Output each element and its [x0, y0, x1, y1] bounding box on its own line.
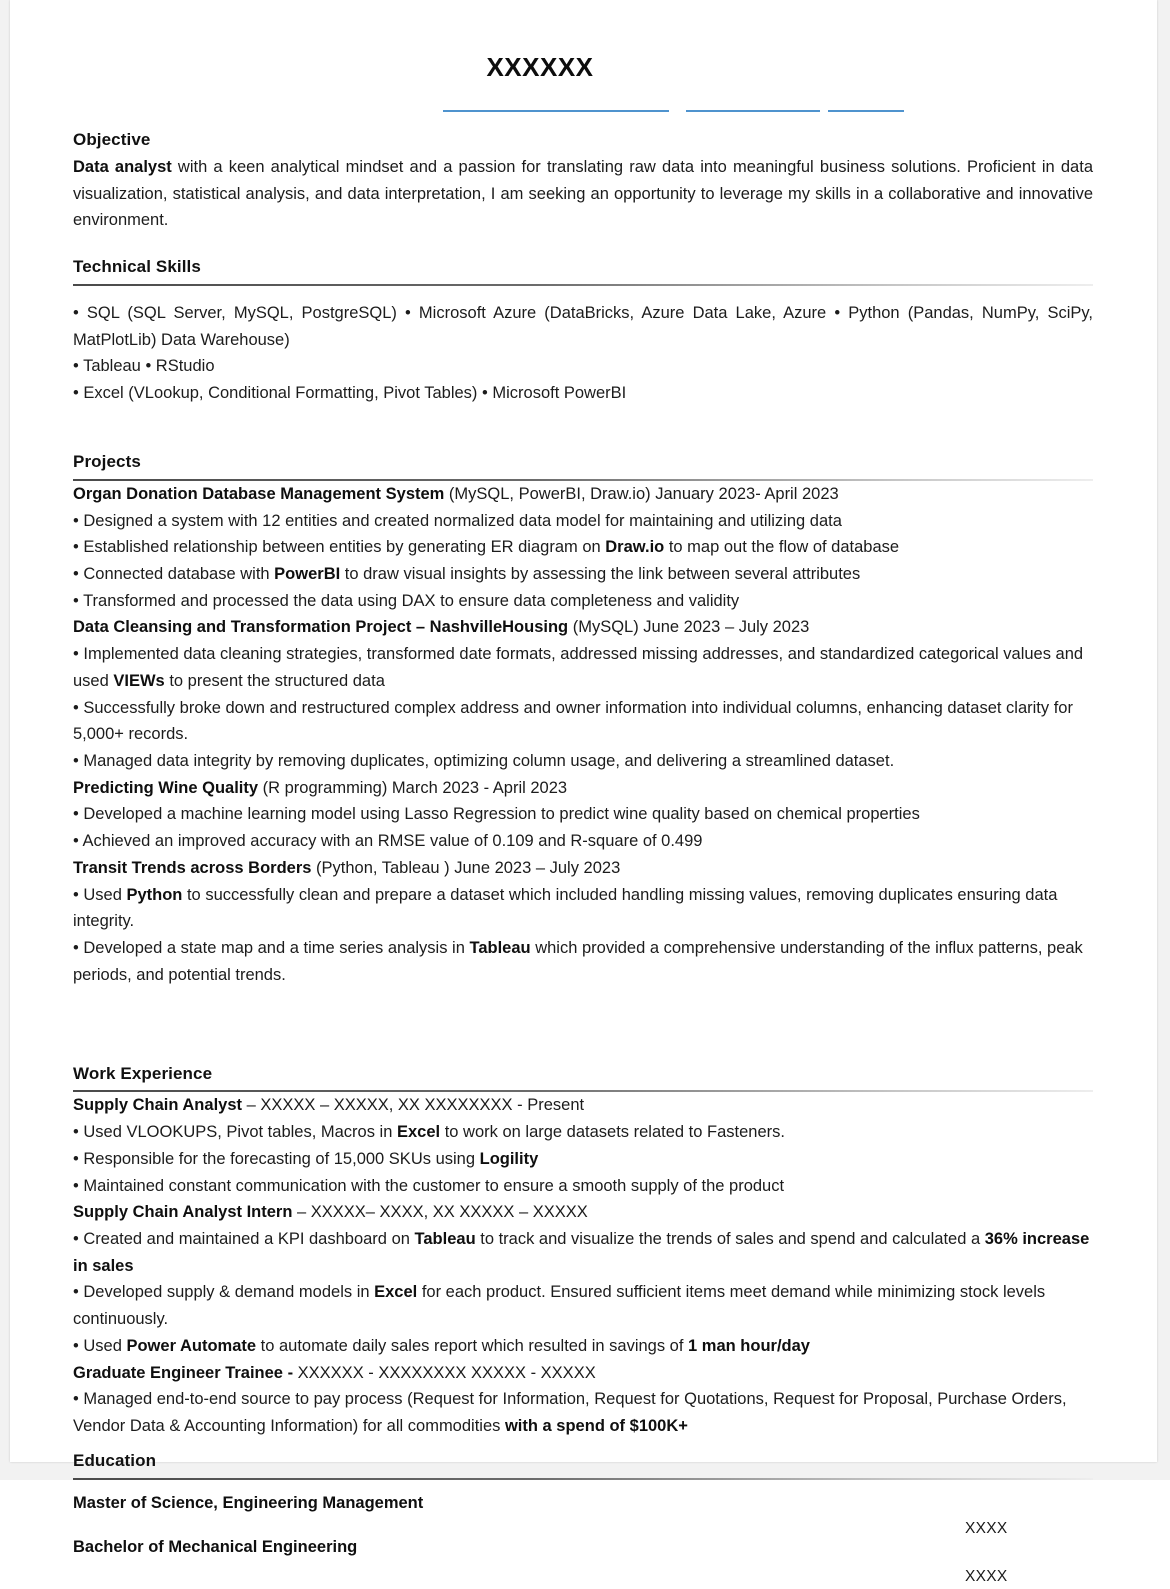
work-bullet [73, 1279, 1093, 1332]
bullet-text: • Designed a system with 12 entities and created normalized data model for maintaining and utilizing data [73, 511, 842, 530]
work-bullet [73, 1146, 1093, 1173]
job-meta: XXXXXX - XXXXXXXX XXXXX - XXXXX [293, 1363, 596, 1382]
bullet-emphasis: with a spend of $100K+ [504, 1417, 688, 1436]
education-degree: Master of Science, Engineering Management [73, 1493, 424, 1512]
bullet-text: • Managed data integrity by removing duplicates, optimizing column usage, and delivering a streamlined dataset. [73, 752, 895, 771]
project-bullet [73, 882, 1093, 935]
bullet-emphasis: PowerBI [274, 565, 341, 583]
project-meta: (Python, Tableau ) June 2023 – July 2023 [311, 858, 621, 877]
work-entry [73, 1199, 1093, 1359]
project-title-row [73, 481, 1093, 508]
bullet-emphasis: Power Automate [126, 1336, 257, 1355]
project-meta: (R programming) March 2023 - April 2023 [258, 778, 568, 797]
bullet-text: to present the structured data [164, 671, 385, 690]
bullet-text: • Successfully broke down and restructured complex address and owner information into individual columns, enhancing dataset clarity for 5,000+ records. [73, 698, 1073, 744]
job-meta: – XXXXX – XXXXX, XX XXXXXXXX - Present [242, 1096, 585, 1115]
bullet-text: • Developed supply & demand models in [73, 1283, 375, 1302]
bullet-emphasis: Draw.io [605, 538, 665, 557]
education-year: XXXX [965, 1567, 1008, 1585]
project-meta: (MySQL, PowerBI, Draw.io) January 2023- April 2023 [444, 484, 839, 503]
project-title: Predicting Wine Quality [73, 778, 259, 797]
section-technical-skills [73, 256, 1093, 407]
section-heading-education: Education [73, 1450, 157, 1470]
education-entry [73, 1490, 1093, 1585]
work-bullet [73, 1173, 1093, 1200]
project-bullet [73, 748, 1093, 775]
project-entry [73, 855, 1093, 989]
bullet-text: • Responsible for the forecasting of 15,000 SKUs using [73, 1149, 480, 1168]
contact-link-email[interactable] [443, 110, 669, 112]
objective-paragraph [73, 154, 1093, 234]
project-title: Organ Donation Database Management System [73, 484, 445, 503]
bullet-emphasis: Excel [374, 1283, 418, 1302]
project-entry [73, 481, 1093, 615]
bullet-text: to work on large datasets related to Fasteners. [440, 1123, 785, 1142]
bullet-text: • Maintained constant communication with the customer to ensure a smooth supply of the product [73, 1176, 785, 1195]
bullet-text: • Established relationship between entities by generating ER diagram on [73, 538, 606, 557]
project-title: Transit Trends across Borders [73, 858, 312, 877]
bullet-text: • Achieved an improved accuracy with an RMSE value of 0.109 and R-square of 0.499 [73, 832, 703, 851]
bullet-text: • Created and maintained a KPI dashboard on [73, 1230, 415, 1249]
project-entry [73, 614, 1093, 774]
bullet-text: for each product. Ensured sufficient items meet demand while minimizing stock levels continuously. [73, 1283, 1046, 1329]
bullet-emphasis: Tableau [414, 1230, 476, 1249]
project-bullet [73, 508, 1093, 535]
project-bullet [73, 588, 1093, 615]
bullet-text: • Managed end-to-end source to pay process (Request for Information, Request for Quotations, Request for Proposal, Purchase Orders, Vendor Data & Accounting Information) for all commodities [73, 1390, 1067, 1436]
bullet-text: • Developed a state map and a time series analysis in [73, 939, 470, 958]
bullet-text: which provided a comprehensive understanding of the influx patterns, peak periods, and potential trends. [73, 939, 1083, 984]
project-bullet [73, 935, 1093, 988]
section-education [73, 1450, 1093, 1585]
project-bullet [73, 828, 1093, 855]
project-bullet [73, 534, 1093, 561]
section-projects [73, 451, 1093, 989]
job-title: Graduate Engineer Trainee - [73, 1363, 294, 1382]
project-entry [73, 775, 1093, 855]
bullet-emphasis: VIEWs [113, 671, 165, 690]
bullet-text: to successfully clean and prepare a dataset which included handling missing values, removing duplicates ensuring data integrity. [73, 885, 1058, 931]
contact-links-row [73, 99, 1093, 129]
project-title: Data Cleansing and Transformation Project – NashvilleHousing [73, 618, 569, 637]
bullet-text: • Developed a machine learning model using Lasso Regression to predict wine quality based on chemical properties [73, 805, 920, 824]
work-bullet [73, 1386, 1093, 1439]
project-meta: (MySQL) June 2023 – July 2023 [568, 618, 810, 637]
bullet-text: to draw visual insights by assessing the link between several attributes [340, 565, 861, 583]
bullet-text: • Connected database with [73, 565, 275, 583]
bullet-emphasis: 36% increase in sales [73, 1230, 1090, 1275]
bullet-emphasis: 1 man hour/day [688, 1336, 810, 1355]
project-bullet [73, 695, 1093, 748]
project-bullet [73, 801, 1093, 828]
project-title-row [73, 855, 1093, 882]
section-objective [73, 129, 1093, 234]
bullet-text: • Used VLOOKUPS, Pivot tables, Macros in [73, 1123, 397, 1142]
job-title-row [73, 1360, 1093, 1387]
bullet-text: to map out the flow of database [664, 538, 900, 557]
bullet-text: to automate daily sales report which resulted in savings of [256, 1336, 689, 1355]
skill-line: • Excel (VLookup, Conditional Formatting, Pivot Tables) • Microsoft PowerBI [73, 384, 627, 403]
project-bullet [73, 641, 1093, 694]
bullet-text: • Used [73, 885, 127, 904]
bullet-text: • Used [73, 1336, 127, 1355]
skill-line: • SQL (SQL Server, MySQL, PostgreSQL) • Microsoft Azure (DataBricks, Azure Data Lake, Azure • Python (Pandas, NumPy, SciPy, MatPlotLib) Data Warehouse) [73, 304, 1093, 349]
job-meta: – XXXXX– XXXX, XX XXXXX – XXXXX [292, 1203, 588, 1222]
work-bullet [73, 1119, 1093, 1146]
bullet-text: • Implemented data cleaning strategies, transformed date formats, addressed missing addresses, and standardized categorical values and used [73, 645, 1084, 690]
bullet-text: to track and visualize the trends of sales and spend and calculated a [475, 1230, 985, 1249]
bullet-text: • Transformed and processed the data using DAX to ensure data completeness and validity [73, 591, 740, 610]
bullet-emphasis: Logility [479, 1149, 539, 1168]
bullet-emphasis: Tableau [469, 939, 531, 958]
job-title-row [73, 1199, 1093, 1226]
work-entry [73, 1360, 1093, 1440]
skill-line: • Tableau • RStudio [73, 357, 215, 376]
technical-skills-list [73, 300, 1093, 407]
bullet-emphasis: Python [126, 885, 183, 904]
project-title-row [73, 614, 1093, 641]
resume-page [10, 0, 1157, 1585]
job-title-row [73, 1092, 1093, 1119]
contact-link-linkedin[interactable] [686, 110, 820, 112]
resume-content [73, 0, 1093, 1585]
section-work-experience [73, 1063, 1093, 1440]
job-title: Supply Chain Analyst Intern [73, 1203, 293, 1222]
project-title-row [73, 775, 1093, 802]
bullet-emphasis: Excel [396, 1123, 441, 1142]
page-title: XXXXXX [486, 52, 594, 82]
work-entry [73, 1092, 1093, 1199]
objective-lead: Data analyst [73, 157, 172, 176]
section-heading-technical-skills: Technical Skills [73, 257, 201, 277]
job-title: Supply Chain Analyst [73, 1096, 242, 1115]
section-heading-projects: Projects [73, 451, 141, 471]
project-bullet [73, 561, 1093, 588]
section-heading-work-experience: Work Experience [73, 1063, 213, 1083]
education-year: XXXX [965, 1519, 1008, 1537]
objective-body: with a keen analytical mindset and a passion for translating raw data into meaningful business solutions. Proficient in data visualization, statistical analysis, and data interpretation, I am seeking an opportunity to leverage my skills in a collaborative and innovative environment. [73, 157, 1093, 230]
education-degree: Bachelor of Mechanical Engineering [73, 1538, 358, 1557]
section-heading-objective: Objective [73, 130, 151, 149]
contact-link-github[interactable] [828, 110, 904, 112]
work-bullet [73, 1333, 1093, 1360]
work-bullet [73, 1226, 1093, 1279]
